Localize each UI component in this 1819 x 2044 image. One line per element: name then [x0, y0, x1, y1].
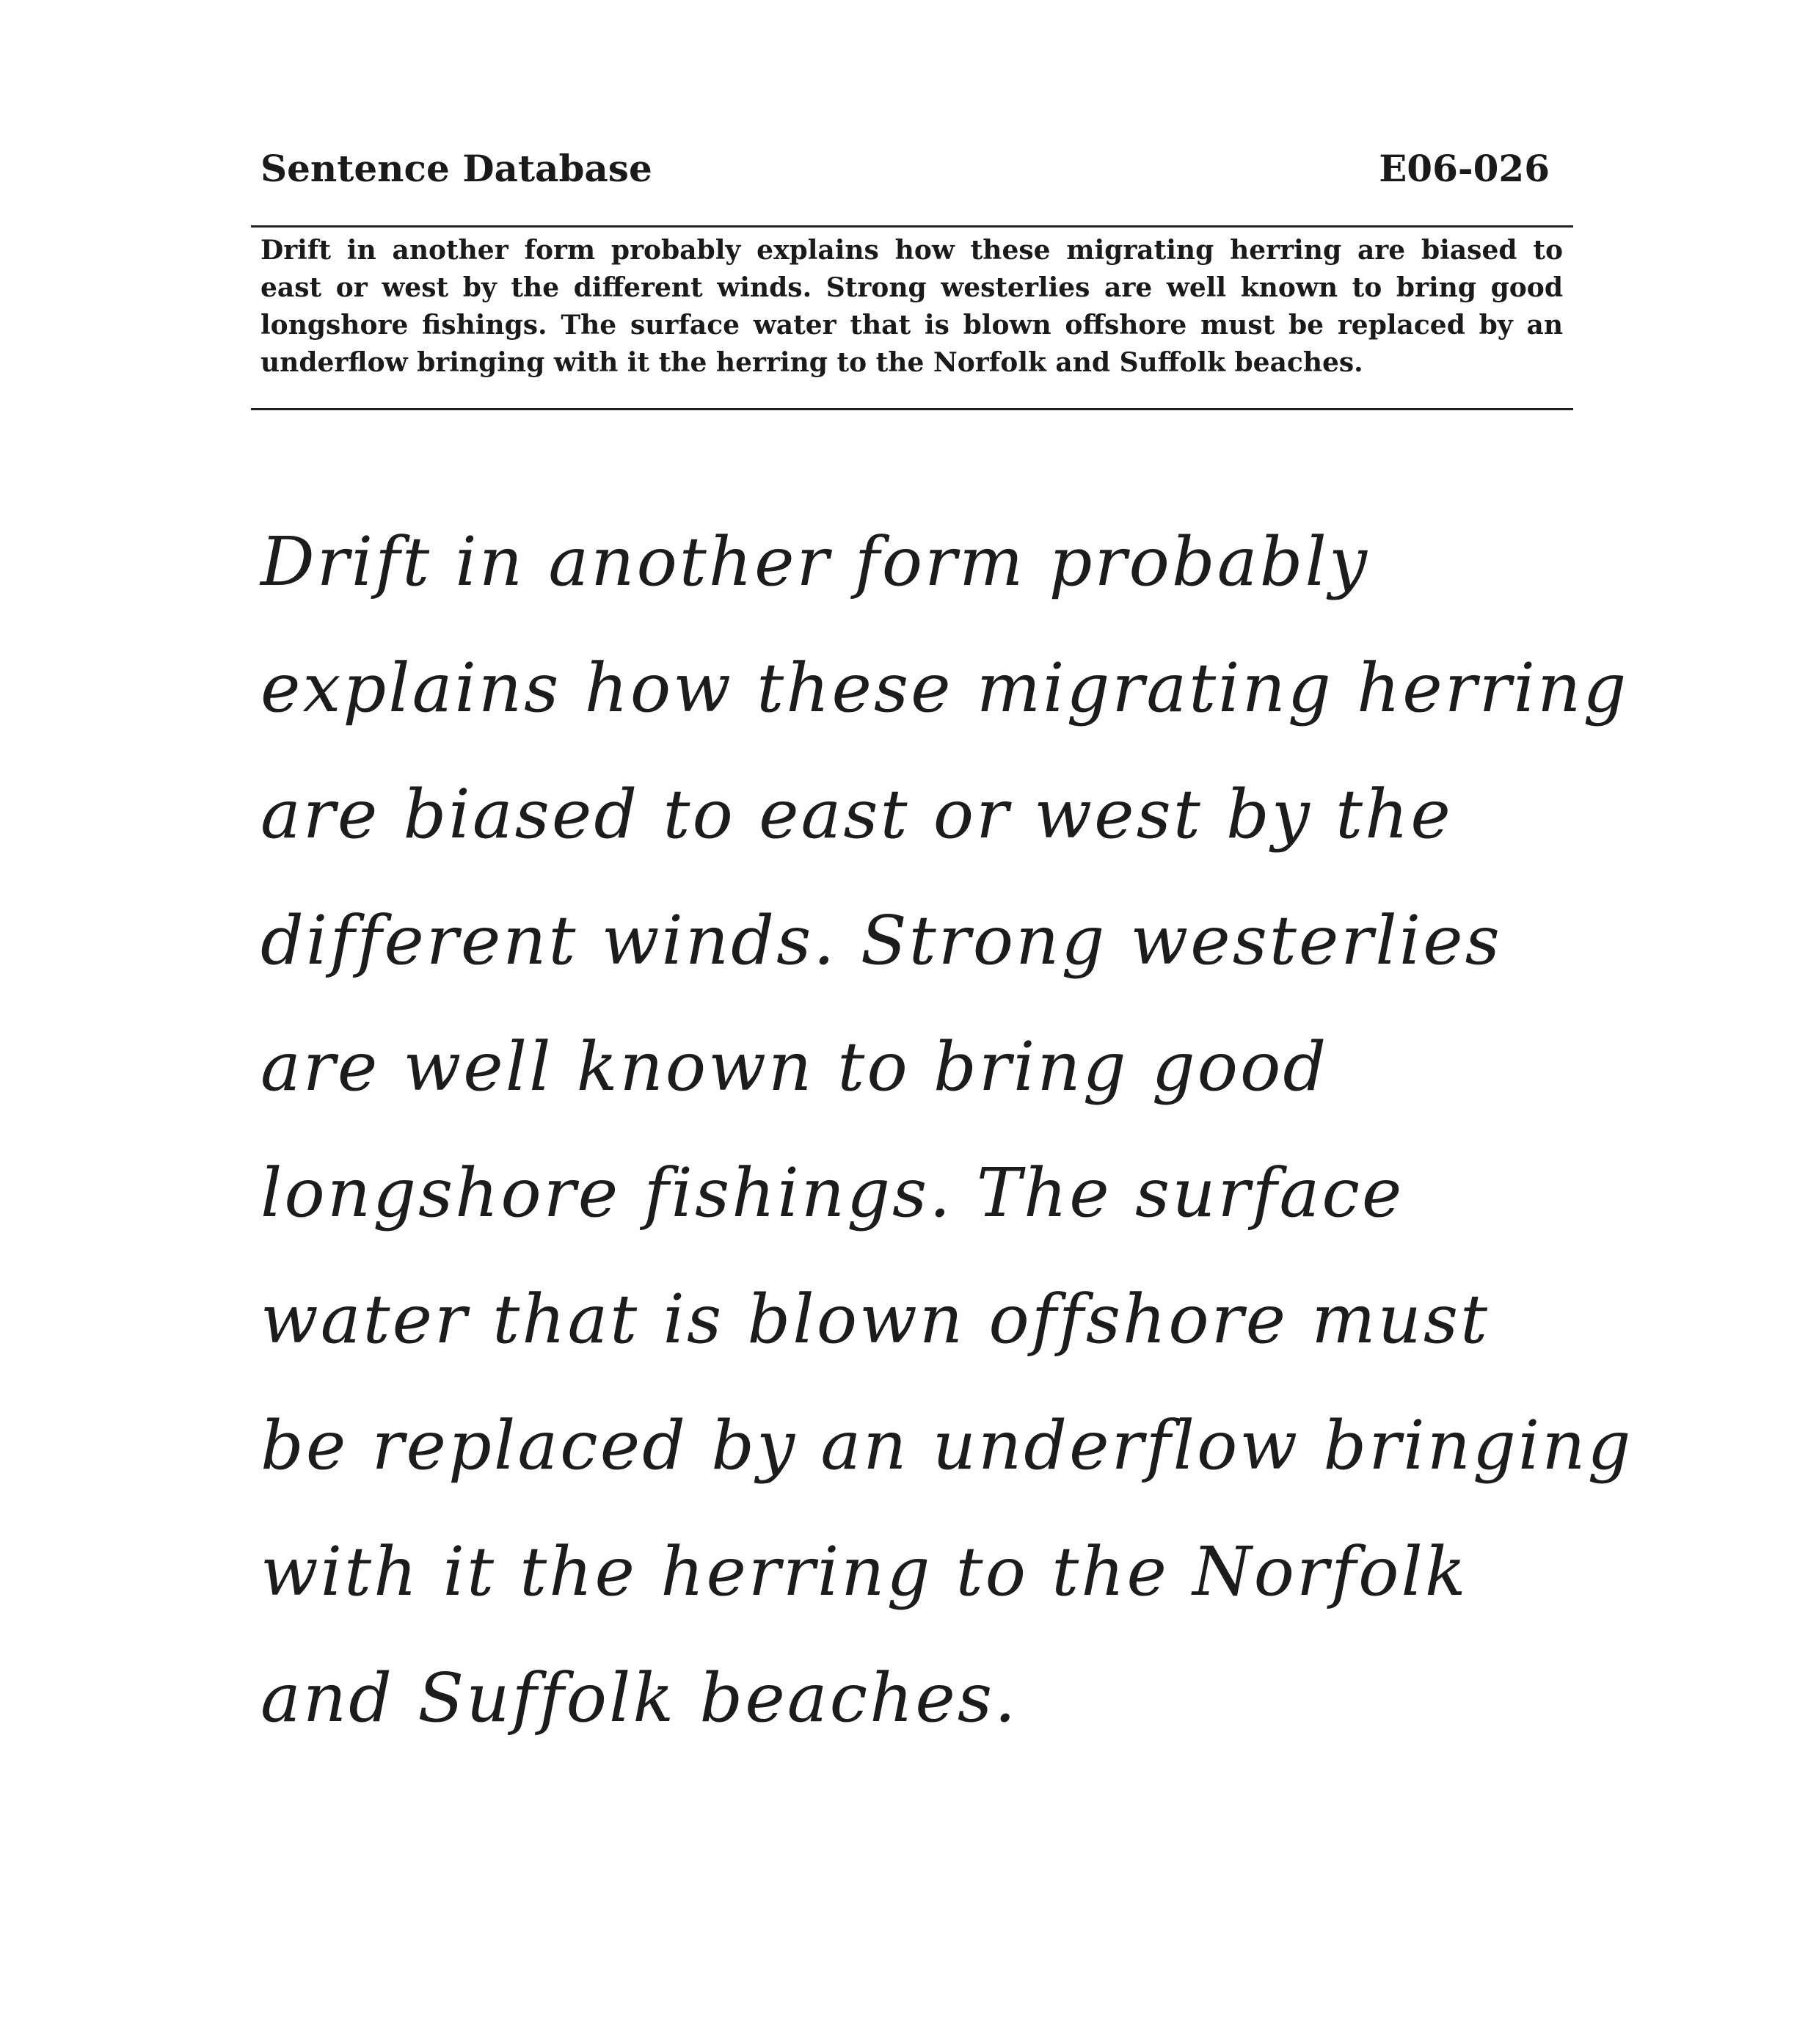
handwritten-line: different winds. Strong westerlies: [260, 901, 1502, 980]
handwritten-line: with it the herring to the Norfolk: [260, 1532, 1468, 1611]
printed-line: longshore fishings. The surface water that is blown offshore must be replaced by an: [260, 310, 1563, 341]
printed-line: east or west by the different winds. Strong westerlies are well known to bring good: [260, 272, 1563, 303]
printed-line: underflow bringing with it the herring to the Norfolk and Suffolk beaches.: [260, 347, 1363, 378]
handwritten-line: and Suffolk beaches.: [260, 1659, 1018, 1737]
handwritten-line: explains how these migrating herring: [260, 649, 1629, 727]
handwritten-line: are biased to east or west by the: [260, 775, 1453, 854]
handwritten-paragraph: [260, 499, 1691, 1761]
handwritten-line: Drift in another form probably: [260, 523, 1369, 601]
handwritten-line: water that is blown offshore must: [260, 1280, 1490, 1359]
handwritten-line: are well known to bring good: [260, 1028, 1329, 1106]
printed-paragraph: [260, 232, 1563, 382]
handwritten-line: longshore fishings. The surface: [260, 1154, 1404, 1232]
bottom-divider: [251, 408, 1573, 410]
form-id: E06-026: [1379, 147, 1550, 190]
printed-line: Drift in another form probably explains how these migrating herring are biased to: [260, 235, 1563, 266]
database-title: Sentence Database: [260, 147, 652, 190]
handwritten-line: be replaced by an underflow bringing: [260, 1406, 1633, 1485]
top-divider: [251, 225, 1573, 228]
